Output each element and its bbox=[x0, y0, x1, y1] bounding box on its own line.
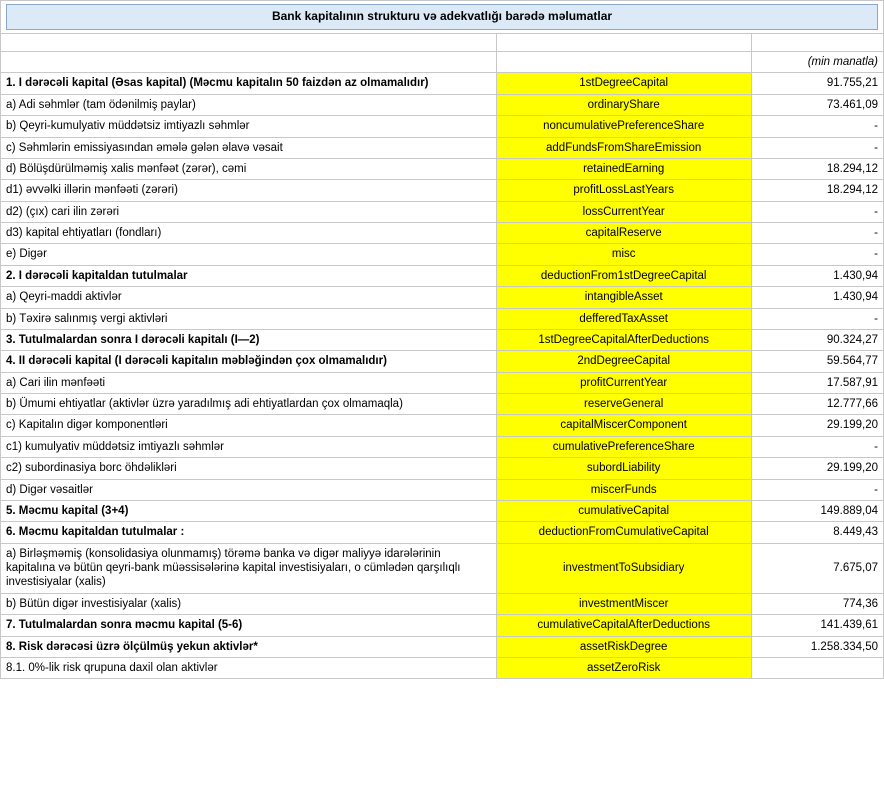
row-label: c) Səhmlərin emissiyasından əmələ gələn əlavə vəsait bbox=[1, 137, 497, 158]
table-row bbox=[1, 329, 884, 350]
row-code: investmentMiscer bbox=[496, 593, 751, 614]
table-row bbox=[1, 287, 884, 308]
row-code: cumulativeCapital bbox=[496, 500, 751, 521]
row-value: 7.675,07 bbox=[751, 543, 883, 593]
spacer-cell-label bbox=[1, 34, 497, 52]
row-value: 18.294,12 bbox=[751, 158, 883, 179]
table-row bbox=[1, 458, 884, 479]
row-value: 17.587,91 bbox=[751, 372, 883, 393]
row-label: c1) kumulyativ müddətsiz imtiyazlı səhmlər bbox=[1, 436, 497, 457]
table-row bbox=[1, 94, 884, 115]
row-value: 18.294,12 bbox=[751, 180, 883, 201]
table-row bbox=[1, 116, 884, 137]
row-label: c) Kapitalın digər komponentləri bbox=[1, 415, 497, 436]
spacer-cell-value bbox=[751, 34, 883, 52]
row-code: cumulativeCapitalAfterDeductions bbox=[496, 615, 751, 636]
row-value: - bbox=[751, 223, 883, 244]
table-row bbox=[1, 265, 884, 286]
table-row bbox=[1, 223, 884, 244]
row-label: b) Təxirə salınmış vergi aktivləri bbox=[1, 308, 497, 329]
row-label: 1. I dərəcəli kapital (Əsas kapital) (Məcmu kapitalın 50 faizdən az olmamalıdır) bbox=[1, 73, 497, 94]
row-value: - bbox=[751, 137, 883, 158]
row-code: miscerFunds bbox=[496, 479, 751, 500]
row-code: ordinaryShare bbox=[496, 94, 751, 115]
row-code: noncumulativePreferenceShare bbox=[496, 116, 751, 137]
row-value: 12.777,66 bbox=[751, 394, 883, 415]
row-value: - bbox=[751, 436, 883, 457]
row-label: d1) əvvəlki illərin mənfəəti (zərəri) bbox=[1, 180, 497, 201]
table-row bbox=[1, 158, 884, 179]
row-code: cumulativePreferenceShare bbox=[496, 436, 751, 457]
row-label: d) Digər vəsaitlər bbox=[1, 479, 497, 500]
row-value: 1.430,94 bbox=[751, 265, 883, 286]
row-label: 4. II dərəcəli kapital (I dərəcəli kapitalın məbləğindən çox olmamalıdır) bbox=[1, 351, 497, 372]
row-code: 1stDegreeCapital bbox=[496, 73, 751, 94]
row-value: 91.755,21 bbox=[751, 73, 883, 94]
row-label: d2) (çıx) cari ilin zərəri bbox=[1, 201, 497, 222]
row-code: 1stDegreeCapitalAfterDeductions bbox=[496, 329, 751, 350]
table-row bbox=[1, 73, 884, 94]
row-value: - bbox=[751, 479, 883, 500]
spacer-row bbox=[1, 34, 884, 52]
row-value: 8.449,43 bbox=[751, 522, 883, 543]
row-label: b) Qeyri-kumulyativ müddətsiz imtiyazlı səhmlər bbox=[1, 116, 497, 137]
units-label: (min manatla) bbox=[751, 52, 883, 73]
row-value: 774,36 bbox=[751, 593, 883, 614]
table-row bbox=[1, 436, 884, 457]
units-blank-code bbox=[496, 52, 751, 73]
row-code: 2ndDegreeCapital bbox=[496, 351, 751, 372]
row-value: 29.199,20 bbox=[751, 415, 883, 436]
row-code: capitalMiscerComponent bbox=[496, 415, 751, 436]
table-row bbox=[1, 180, 884, 201]
table-row bbox=[1, 415, 884, 436]
row-label: 2. I dərəcəli kapitaldan tutulmalar bbox=[1, 265, 497, 286]
row-value: 1.430,94 bbox=[751, 287, 883, 308]
row-value: - bbox=[751, 308, 883, 329]
row-code: capitalReserve bbox=[496, 223, 751, 244]
units-row bbox=[1, 52, 884, 73]
table-row bbox=[1, 137, 884, 158]
row-label: d3) kapital ehtiyatları (fondları) bbox=[1, 223, 497, 244]
row-label: a) Birləşməmiş (konsolidasiya olunmamış) törəmə banka və digər maliyyə idarələrinin kapitalına və bütün qeyri-bank müəssisələrinə kapital investisiyaları, o cümlədən qarşılıqlı investisiyalar (xalis) bbox=[1, 543, 497, 593]
row-code: intangibleAsset bbox=[496, 287, 751, 308]
row-label: b) Ümumi ehtiyatlar (aktivlər üzrə yaradılmış adi ehtiyatlardan çox olmamaqla) bbox=[1, 394, 497, 415]
units-blank-label bbox=[1, 52, 497, 73]
row-code: profitCurrentYear bbox=[496, 372, 751, 393]
table-row bbox=[1, 657, 884, 678]
row-code: misc bbox=[496, 244, 751, 265]
row-code: deductionFromCumulativeCapital bbox=[496, 522, 751, 543]
table-row bbox=[1, 500, 884, 521]
row-label: 6. Məcmu kapitaldan tutulmalar : bbox=[1, 522, 497, 543]
row-label: a) Cari ilin mənfəəti bbox=[1, 372, 497, 393]
table-row bbox=[1, 308, 884, 329]
row-label: 8.1. 0%-lik risk qrupuna daxil olan aktivlər bbox=[1, 657, 497, 678]
row-value: - bbox=[751, 244, 883, 265]
row-code: deductionFrom1stDegreeCapital bbox=[496, 265, 751, 286]
data-rows bbox=[1, 73, 884, 679]
row-label: b) Bütün digər investisiyalar (xalis) bbox=[1, 593, 497, 614]
row-code: reserveGeneral bbox=[496, 394, 751, 415]
row-code: defferedTaxAsset bbox=[496, 308, 751, 329]
table-row bbox=[1, 244, 884, 265]
page-title: Bank kapitalının strukturu və adekvatlığı barədə məlumatlar bbox=[271, 9, 613, 23]
table-row bbox=[1, 201, 884, 222]
row-label: c2) subordinasiya borc öhdəlikləri bbox=[1, 458, 497, 479]
row-value: 90.324,27 bbox=[751, 329, 883, 350]
row-code: assetZeroRisk bbox=[496, 657, 751, 678]
title-row bbox=[1, 1, 884, 34]
row-label: 3. Tutulmalardan sonra I dərəcəli kapitalı (I—2) bbox=[1, 329, 497, 350]
row-label: e) Digər bbox=[1, 244, 497, 265]
title-left-edge bbox=[7, 5, 17, 29]
title-cell bbox=[1, 1, 884, 34]
table-row bbox=[1, 351, 884, 372]
table-row bbox=[1, 479, 884, 500]
row-code: subordLiability bbox=[496, 458, 751, 479]
row-value bbox=[751, 657, 883, 678]
row-label: d) Bölüşdürülməmiş xalis mənfəət (zərər), cəmi bbox=[1, 158, 497, 179]
row-label: a) Qeyri-maddi aktivlər bbox=[1, 287, 497, 308]
row-value: 29.199,20 bbox=[751, 458, 883, 479]
report-title-bar bbox=[6, 4, 878, 30]
table-row bbox=[1, 593, 884, 614]
row-value: 1.258.334,50 bbox=[751, 636, 883, 657]
title-right-edge bbox=[867, 5, 877, 29]
row-code: investmentToSubsidiary bbox=[496, 543, 751, 593]
row-value: 141.439,61 bbox=[751, 615, 883, 636]
row-code: profitLossLastYears bbox=[496, 180, 751, 201]
table-row bbox=[1, 615, 884, 636]
spacer-cell-code bbox=[496, 34, 751, 52]
table-row bbox=[1, 522, 884, 543]
table-row bbox=[1, 372, 884, 393]
row-label: 7. Tutulmalardan sonra məcmu kapital (5-6) bbox=[1, 615, 497, 636]
row-code: retainedEarning bbox=[496, 158, 751, 179]
row-code: assetRiskDegree bbox=[496, 636, 751, 657]
row-code: addFundsFromShareEmission bbox=[496, 137, 751, 158]
row-label: a) Adi səhmlər (tam ödənilmiş paylar) bbox=[1, 94, 497, 115]
row-value: - bbox=[751, 116, 883, 137]
row-code: lossCurrentYear bbox=[496, 201, 751, 222]
row-value: 149.889,04 bbox=[751, 500, 883, 521]
row-label: 8. Risk dərəcəsi üzrə ölçülmüş yekun aktivlər* bbox=[1, 636, 497, 657]
table-row bbox=[1, 394, 884, 415]
table-row bbox=[1, 636, 884, 657]
row-value: - bbox=[751, 201, 883, 222]
row-value: 73.461,09 bbox=[751, 94, 883, 115]
table-row bbox=[1, 543, 884, 593]
row-label: 5. Məcmu kapital (3+4) bbox=[1, 500, 497, 521]
table-body bbox=[1, 1, 884, 73]
row-value: 59.564,77 bbox=[751, 351, 883, 372]
